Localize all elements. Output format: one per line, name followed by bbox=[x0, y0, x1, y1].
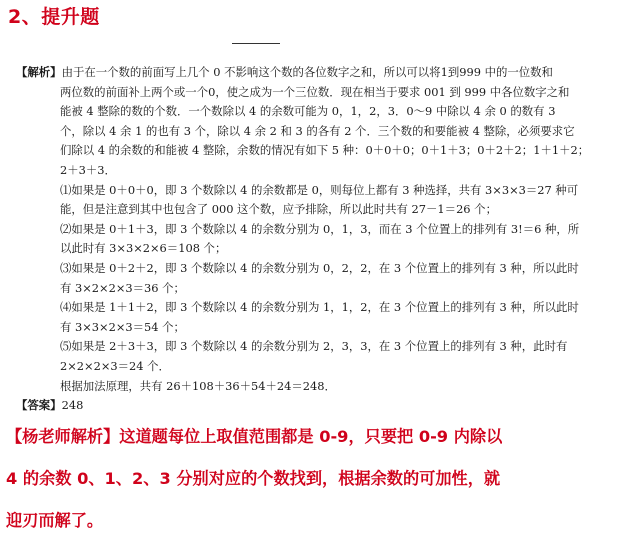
case-2-line: 以此时有 3×3×2×6＝108 个； bbox=[60, 241, 227, 256]
case-4-line: 有 3×3×2×3＝54 个； bbox=[60, 319, 185, 334]
answer-tag: 【答案】 bbox=[16, 398, 62, 413]
teacher-note-line: 迎刃而解了。 bbox=[6, 511, 104, 530]
answer-value: 248 bbox=[61, 398, 84, 413]
case-4-line: ⑷如果是 1＋1＋2，即 3 个数除以 4 的余数分别为 1，1，2，在 3 个位置上的排列有 3 种，所以此时 bbox=[60, 300, 579, 315]
analysis-line: 两位数的前面补上两个或一个0，使之成为一个三位数．现在相当于要求 001 到 999 中各位数字之和 bbox=[60, 84, 570, 99]
case-1-line: 能，但是注意到其中也包含了 000 这个数，应予排除，所以此时共有 27－1＝26 个； bbox=[60, 202, 497, 217]
section-heading: 2、提升题 bbox=[8, 6, 100, 28]
analysis-line: 能被 4 整除的数的个数．一个数除以 4 的余数可能为 0，1，2，3．0～9 中除以 4 余 0 的数有 3 bbox=[60, 104, 556, 119]
case-1-line: ⑴如果是 0＋0＋0，即 3 个数除以 4 的余数都是 0，则每位上都有 3 种选择，共有 3×3×3＝27 种可 bbox=[60, 182, 579, 197]
analysis-line: 个，除以 4 余 1 的也有 3 个，除以 4 余 2 和 3 的各有 2 个．三个数的和要能被 4 整除，必须要求它 bbox=[60, 123, 575, 138]
analysis-text: 由于在一个数的前面写上几个 0 不影响这个数的各位数字之和，所以可以将1到999 中的一位数和 bbox=[61, 65, 553, 79]
analysis-line: 们除以 4 的余数的和能被 4 整除，余数的情况有如下 5 种：0＋0＋0；0＋1＋3；0＋2＋2；1＋1＋2； bbox=[60, 143, 590, 158]
case-3-line: ⑶如果是 0＋2＋2，即 3 个数除以 4 的余数分别为 0，2，2，在 3 个位置上的排列有 3 种，所以此时 bbox=[60, 260, 579, 275]
analysis-line: 2＋3＋3． bbox=[60, 162, 116, 177]
analysis-tag: 【解析】 bbox=[16, 65, 62, 79]
solution-block bbox=[16, 63, 616, 416]
teacher-note bbox=[6, 416, 618, 542]
teacher-note-line: 4 的余数 0、1、2、3 分别对应的个数找到，根据余数的可加性，就 bbox=[6, 469, 501, 488]
case-2-line: ⑵如果是 0＋1＋3，即 3 个数除以 4 的余数分别为 0，1，3，而在 3 个位置上的排列有 3!＝6 种，所 bbox=[60, 221, 580, 236]
case-5-line: 2×2×2×3＝24 个． bbox=[60, 358, 170, 373]
case-5-line: ⑸如果是 2＋3＋3，即 3 个数除以 4 的余数分别为 2，3，3，在 3 个位置上的排列有 3 种，此时有 bbox=[60, 339, 568, 354]
analysis-line bbox=[16, 63, 616, 83]
summary-line: 根据加法原理，共有 26＋108＋36＋54＋24＝248． bbox=[60, 378, 336, 393]
case-3-line: 有 3×2×2×3＝36 个； bbox=[60, 280, 185, 295]
teacher-note-line: 【杨老师解析】这道题每位上取值范围都是 0-9，只要把 0-9 内除以 bbox=[6, 427, 503, 446]
decorative-underline bbox=[232, 43, 280, 44]
answer-line bbox=[16, 396, 616, 416]
